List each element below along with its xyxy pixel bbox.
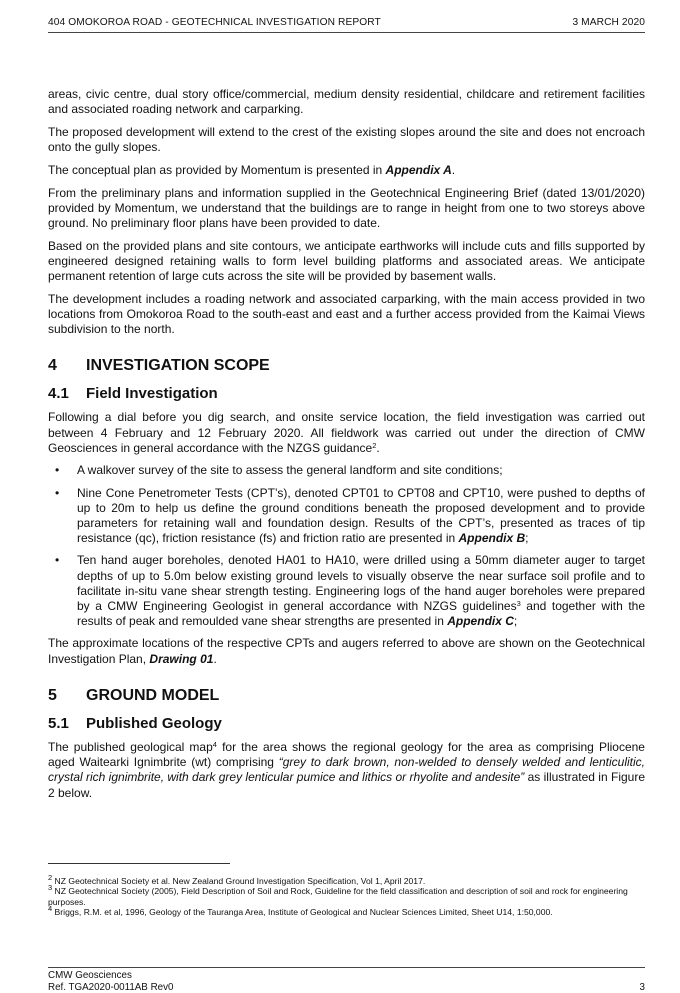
paragraph: From the preliminary plans and information supplied in the Geotechnical Engineering Brief (dated 13/01/2020) provided by Momentum, we understand that the buildings are to range in height from one to two storeys above ground. No preliminary floor plans have been provided to date.: [48, 185, 645, 230]
page-footer: [48, 967, 645, 993]
section-heading: 4 INVESTIGATION SCOPE: [48, 357, 270, 375]
footer-company: CMW Geosciences: [48, 970, 132, 981]
geology-quote: “grey to dark brown, non-welded to densely welded and lenticulitic, crystal rich ignimbrite, with dark grey lenticular pumice and lithics or rhyolite and andesite”: [48, 755, 645, 785]
appendix-c-ref: Appendix C: [447, 614, 514, 629]
footer-ref: Ref. TGA2020-0011AB Rev0: [48, 981, 174, 993]
footnote-divider: [48, 863, 230, 864]
report-date: 3 MARCH 2020: [572, 17, 645, 28]
paragraph: The conceptual plan as provided by Momentum is presented in Appendix A.: [48, 162, 456, 177]
drawing-ref: Drawing 01: [149, 651, 214, 666]
paragraph: Following a dial before you dig search, and onsite service location, the field investigation was carried out between 4 February and 12 February 2020. All fieldwork was carried out under the direction of CMW Geosciences in general accordance with the NZGS guidance$^2$.: [48, 410, 645, 455]
footnote: $^2$ NZ Geotechnical Society et al. New Zealand Ground Investigation Specification, Vol 1, April 2017.: [48, 873, 426, 886]
footnote: $^4$ Briggs, R.M. et al, 1996, Geology of the Tauranga Area, Institute of Geological and Nuclear Sciences Limited, Sheet U14, 1:50,000.: [48, 904, 553, 918]
paragraph: Based on the provided plans and site contours, we anticipate earthworks will include cuts and fills supported by engineered designed retaining walls to form level building platforms and associated areas. We anticipate permanent retention of large cuts across the site will be provided by basement walls.: [48, 238, 645, 284]
paragraph: The development includes a roading network and associated carparking, with the main access provided in two locations from Omokoroa Road to the south-east and east and a further access provided from the Kaimai Views subdivision to the north.: [48, 291, 645, 337]
paragraph: The approximate locations of the respective CPTs and augers referred to above are shown on the Geotechnical Investigation Plan, Drawing 01.: [48, 636, 645, 666]
list-item: • Ten hand auger boreholes, denoted HA01 to HA10, were drilled using a 50mm diameter auger to target depths of up to 5.0m below existing ground levels to visually observe the near surface soil profile and to facilitate in-situ vane shear strength testing. Engineering logs of the hand auger boreholes were prepared by a CMW Engineering Geologist in general accordance with NZGS guidelines$^3$ and together with the results of peak and remoulded vane shear strengths are presented in Appendix C;: [55, 553, 645, 629]
bullet-icon: •: [55, 463, 60, 478]
paragraph: The proposed development will extend to the crest of the existing slopes around the site and does not encroach onto the gully slopes.: [48, 124, 645, 155]
paragraph: The published geological map$^4$ for the area shows the regional geology for the area as comprising Pliocene aged Waitearki Ignimbrite (wt) comprising “grey to dark brown, non-welded to densely welded and lenticulitic, crystal rich ignimbrite, with dark grey lenticular pumice and lithics or rhyolite and andesite” as illustrated in Figure 2 below.: [48, 739, 646, 800]
bullet-icon: •: [55, 553, 60, 568]
page-number: 3: [639, 981, 645, 993]
section-heading: 5 GROUND MODEL: [48, 686, 220, 704]
report-title: 404 OMOKOROA ROAD - GEOTECHNICAL INVESTIGATION REPORT: [48, 17, 381, 28]
footnote-ref: 4: [212, 739, 217, 749]
footnote: $^3$ NZ Geotechnical Society (2005), Field Description of Soil and Rock, Guideline for the field classification and description of soil and rock for engineering purposes.: [48, 883, 628, 907]
subsection-heading: 5.1 Published Geology: [48, 714, 222, 732]
bullet-icon: •: [55, 485, 60, 500]
appendix-a-ref: Appendix A: [385, 162, 452, 177]
list-item: • Nine Cone Penetrometer Tests (CPT’s), denoted CPT01 to CPT08 and CPT10, were pushed to depths of up to 20m to help us define the ground conditions beneath the proposed development and to provide parameters for retaining wall and foundation design. Results of the CPT’s, presented as traces of tip resistance (qc), friction resistance (fs) and friction ratio are presented in Appendix B;: [55, 485, 645, 546]
page-header: [48, 17, 645, 33]
footnote-ref: 2: [372, 440, 377, 450]
bullet-list: [48, 463, 645, 629]
appendix-b-ref: Appendix B: [458, 531, 526, 546]
page-body: [48, 87, 645, 808]
footnotes: [48, 873, 645, 918]
footnote-ref: 3: [516, 599, 521, 609]
paragraph: areas, civic centre, dual story office/commercial, medium density residential, childcare and retirement facilities and associated roading network and carparking.: [48, 87, 645, 117]
list-item: • A walkover survey of the site to assess the general landform and site conditions;: [55, 463, 503, 478]
subsection-heading: 4.1 Field Investigation: [48, 385, 218, 403]
